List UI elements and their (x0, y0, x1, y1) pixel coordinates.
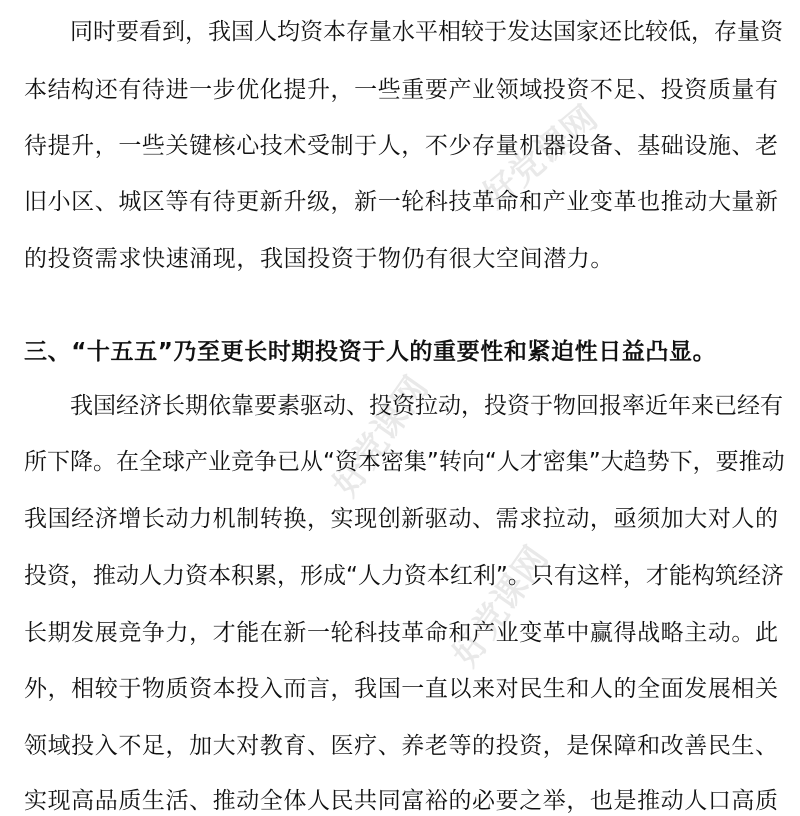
watermark: 好党课网 (445, 539, 557, 674)
text-line: 我国经济长期依靠要素驱动、投资拉动，投资于物回报率近年来已经有 (70, 393, 783, 419)
text-line: 待提升，一些关键核心技术受制于人，不少存量机器设备、基础设施、老 (24, 133, 778, 159)
text-line: 本结构还有待进一步优化提升，一些重要产业领域投资不足、投资质量有 (24, 77, 778, 103)
text-line: 所下降。在全球产业竞争已从“资本密集”转向“人才密集”大趋势下，要推动 (24, 449, 785, 475)
text-line: 同时要看到，我国人均资本存量水平相较于发达国家还比较低，存量资 (70, 19, 783, 45)
text-line: 投资，推动人力资本积累，形成“人力资本红利”。只有这样，才能构筑经济 (24, 563, 784, 589)
watermark: 好党课网 (325, 369, 437, 504)
text-line: 我国经济增长动力机制转换，实现创新驱动、需求拉动，亟须加大对人的 (24, 506, 778, 532)
section-heading: 三、“十五五”乃至更长时期投资于人的重要性和紧迫性日益凸显。 (24, 339, 717, 365)
watermark: 好党课网 (475, 98, 606, 217)
text-line: 领域投入不足，加大对教育、医疗、养老等的投资，是保障和改善民生、 (24, 733, 778, 759)
text-line: 外，相较于物质资本投入而言，我国一直以来对民生和人的全面发展相关 (24, 676, 778, 702)
text-line: 长期发展竞争力，才能在新一轮科技革命和产业变革中赢得战略主动。此 (24, 620, 778, 646)
text-line: 旧小区、城区等有待更新升级，新一轮科技革命和产业变革也推动大量新 (24, 189, 778, 215)
text-line: 的投资需求快速涌现，我国投资于物仍有很大空间潜力。 (24, 246, 614, 272)
text-line: 实现高品质生活、推动全体人民共同富裕的必要之举，也是推动人口高质 (24, 788, 778, 814)
